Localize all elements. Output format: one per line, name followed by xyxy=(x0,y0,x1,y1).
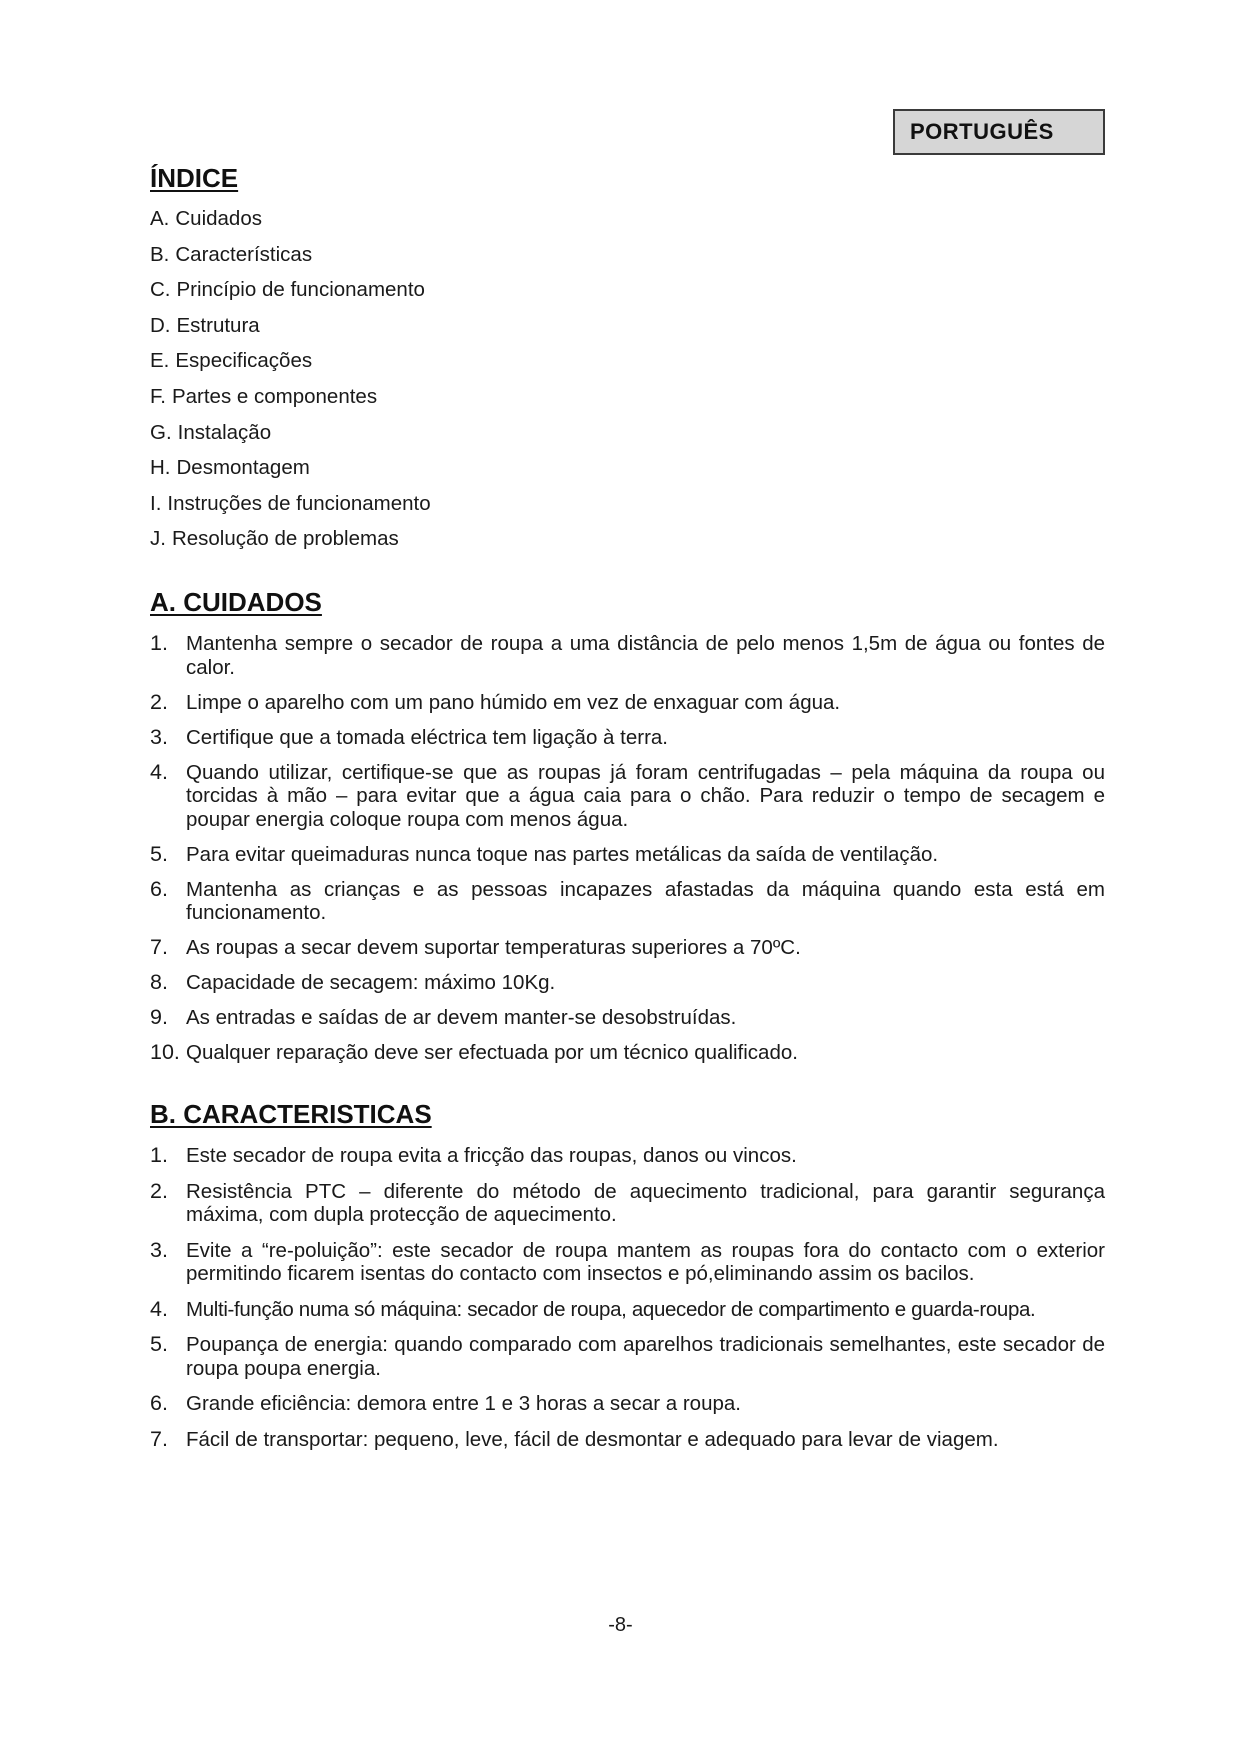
list-item xyxy=(150,1239,1105,1286)
item-text: As entradas e saídas de ar devem manter-se desobstruídas. xyxy=(186,1006,737,1029)
list-item xyxy=(150,1428,1105,1452)
toc-item xyxy=(150,277,431,313)
toc-letter: F. xyxy=(150,384,166,408)
item-text: Qualquer reparação deve ser efectuada por um técnico qualificado. xyxy=(186,1041,798,1064)
item-number: 3. xyxy=(150,724,168,749)
list-item xyxy=(150,1333,1105,1380)
list-item xyxy=(150,761,1105,832)
item-number: 6. xyxy=(150,876,168,901)
item-text: As roupas a secar devem suportar temperaturas superiores a 70ºC. xyxy=(186,936,801,959)
cuidados-list xyxy=(150,632,1105,1076)
list-item xyxy=(150,1298,1105,1322)
item-text: Para evitar queimaduras nunca toque nas partes metálicas da saída de ventilação. xyxy=(186,842,939,866)
list-item xyxy=(150,936,1105,960)
item-number: 1. xyxy=(150,1143,168,1167)
toc-item xyxy=(150,420,431,456)
item-text: Grande eficiência: demora entre 1 e 3 horas a secar a roupa. xyxy=(186,1392,741,1415)
toc-letter: B. xyxy=(150,242,170,266)
item-text: Evite a “re-poluição”: este secador de roupa mantem as roupas fora do contacto com o exterior permitindo ficarem isentas do contacto com insectos e pó,eliminando assim os bacilos. xyxy=(186,1238,1105,1285)
item-number: 9. xyxy=(150,1005,168,1029)
toc-text: Instalação xyxy=(177,420,272,444)
toc-text: Resolução de problemas xyxy=(171,527,399,551)
toc-text: Partes e componentes xyxy=(171,384,378,408)
toc-text: Instruções de funcionamento xyxy=(167,491,431,515)
toc-letter: H. xyxy=(150,456,171,480)
toc-list xyxy=(150,206,431,562)
item-number: 1. xyxy=(150,631,168,655)
item-text: Mantenha sempre o secador de roupa a uma distância de pelo menos 1,5m de água ou fontes de calor. xyxy=(186,632,1105,679)
toc-text: Desmontagem xyxy=(176,456,310,480)
caracteristicas-list xyxy=(150,1144,1105,1463)
item-number: 6. xyxy=(150,1391,168,1415)
toc-letter: A. xyxy=(150,207,170,230)
toc-item xyxy=(150,348,431,384)
list-item xyxy=(150,1144,1105,1168)
toc-letter: J. xyxy=(150,527,166,551)
language-badge: PORTUGUÊS xyxy=(893,109,1105,155)
toc-text: Estrutura xyxy=(176,313,260,337)
toc-letter: C. xyxy=(150,278,171,302)
item-number: 10. xyxy=(150,1040,180,1064)
item-number: 5. xyxy=(150,841,168,866)
item-number: 7. xyxy=(150,1426,168,1451)
list-item xyxy=(150,691,1105,715)
toc-item xyxy=(150,384,431,420)
toc-item xyxy=(150,206,431,242)
toc-item xyxy=(150,242,431,278)
item-text: Mantenha as crianças e as pessoas incapazes afastadas da máquina quando esta está em funcionamento. xyxy=(186,877,1105,924)
toc-item xyxy=(150,313,431,349)
section-title-cuidados: A. CUIDADOS xyxy=(150,587,322,617)
item-number: 4. xyxy=(150,759,168,784)
item-number: 7. xyxy=(150,935,168,959)
toc-text: Cuidados xyxy=(175,207,262,230)
toc-letter: E. xyxy=(150,349,170,373)
item-number: 5. xyxy=(150,1332,168,1356)
list-item xyxy=(150,1041,1105,1065)
item-text: Multi-função numa só máquina: secador de roupa, aquecedor de compartimento e guarda-roupa. xyxy=(186,1297,1036,1321)
list-item xyxy=(150,843,1105,867)
item-text: Certifique que a tomada eléctrica tem ligação à terra. xyxy=(186,725,669,749)
list-item xyxy=(150,1006,1105,1030)
toc-item xyxy=(150,491,431,527)
item-text: Limpe o aparelho com um pano húmido em vez de enxaguar com água. xyxy=(186,690,841,714)
toc-text: Características xyxy=(175,242,313,266)
toc-text: Princípio de funcionamento xyxy=(176,278,425,302)
list-item xyxy=(150,726,1105,750)
item-number: 8. xyxy=(150,970,168,994)
item-text: Quando utilizar, certifique-se que as roupas já foram centrifugadas – pela máquina da roupa ou torcidas à mão – para evitar que a água caia para o chão. Para reduzir o tempo de secagem e poupar energia coloque roupa com menos água. xyxy=(186,760,1105,831)
item-number: 3. xyxy=(150,1237,168,1262)
list-item xyxy=(150,878,1105,925)
list-item xyxy=(150,971,1105,995)
item-text: Capacidade de secagem: máximo 10Kg. xyxy=(186,971,556,994)
toc-title: ÍNDICE xyxy=(150,163,239,193)
page-number: -8- xyxy=(608,1614,633,1636)
toc-item xyxy=(150,526,431,562)
item-number: 2. xyxy=(150,689,168,714)
toc-letter: I. xyxy=(150,491,162,515)
list-item xyxy=(150,1180,1105,1227)
toc-text: Especificações xyxy=(175,349,313,373)
toc-letter: G. xyxy=(150,420,172,444)
list-item xyxy=(150,632,1105,679)
item-number: 4. xyxy=(150,1296,168,1321)
item-text: Resistência PTC – diferente do método de aquecimento tradicional, para garantir segurança máxima, com dupla protecção de aquecimento. xyxy=(186,1179,1105,1226)
toc-item xyxy=(150,455,431,491)
item-number: 2. xyxy=(150,1178,168,1203)
section-title-caracteristicas: B. CARACTERISTICAS xyxy=(150,1099,432,1129)
item-text: Fácil de transportar: pequeno, leve, fácil de desmontar e adequado para levar de viagem. xyxy=(186,1427,999,1451)
list-item xyxy=(150,1392,1105,1416)
item-text: Este secador de roupa evita a fricção das roupas, danos ou vincos. xyxy=(186,1144,797,1167)
item-text: Poupança de energia: quando comparado com aparelhos tradicionais semelhantes, este secador de roupa poupa energia. xyxy=(186,1333,1105,1380)
toc-letter: D. xyxy=(150,313,171,337)
